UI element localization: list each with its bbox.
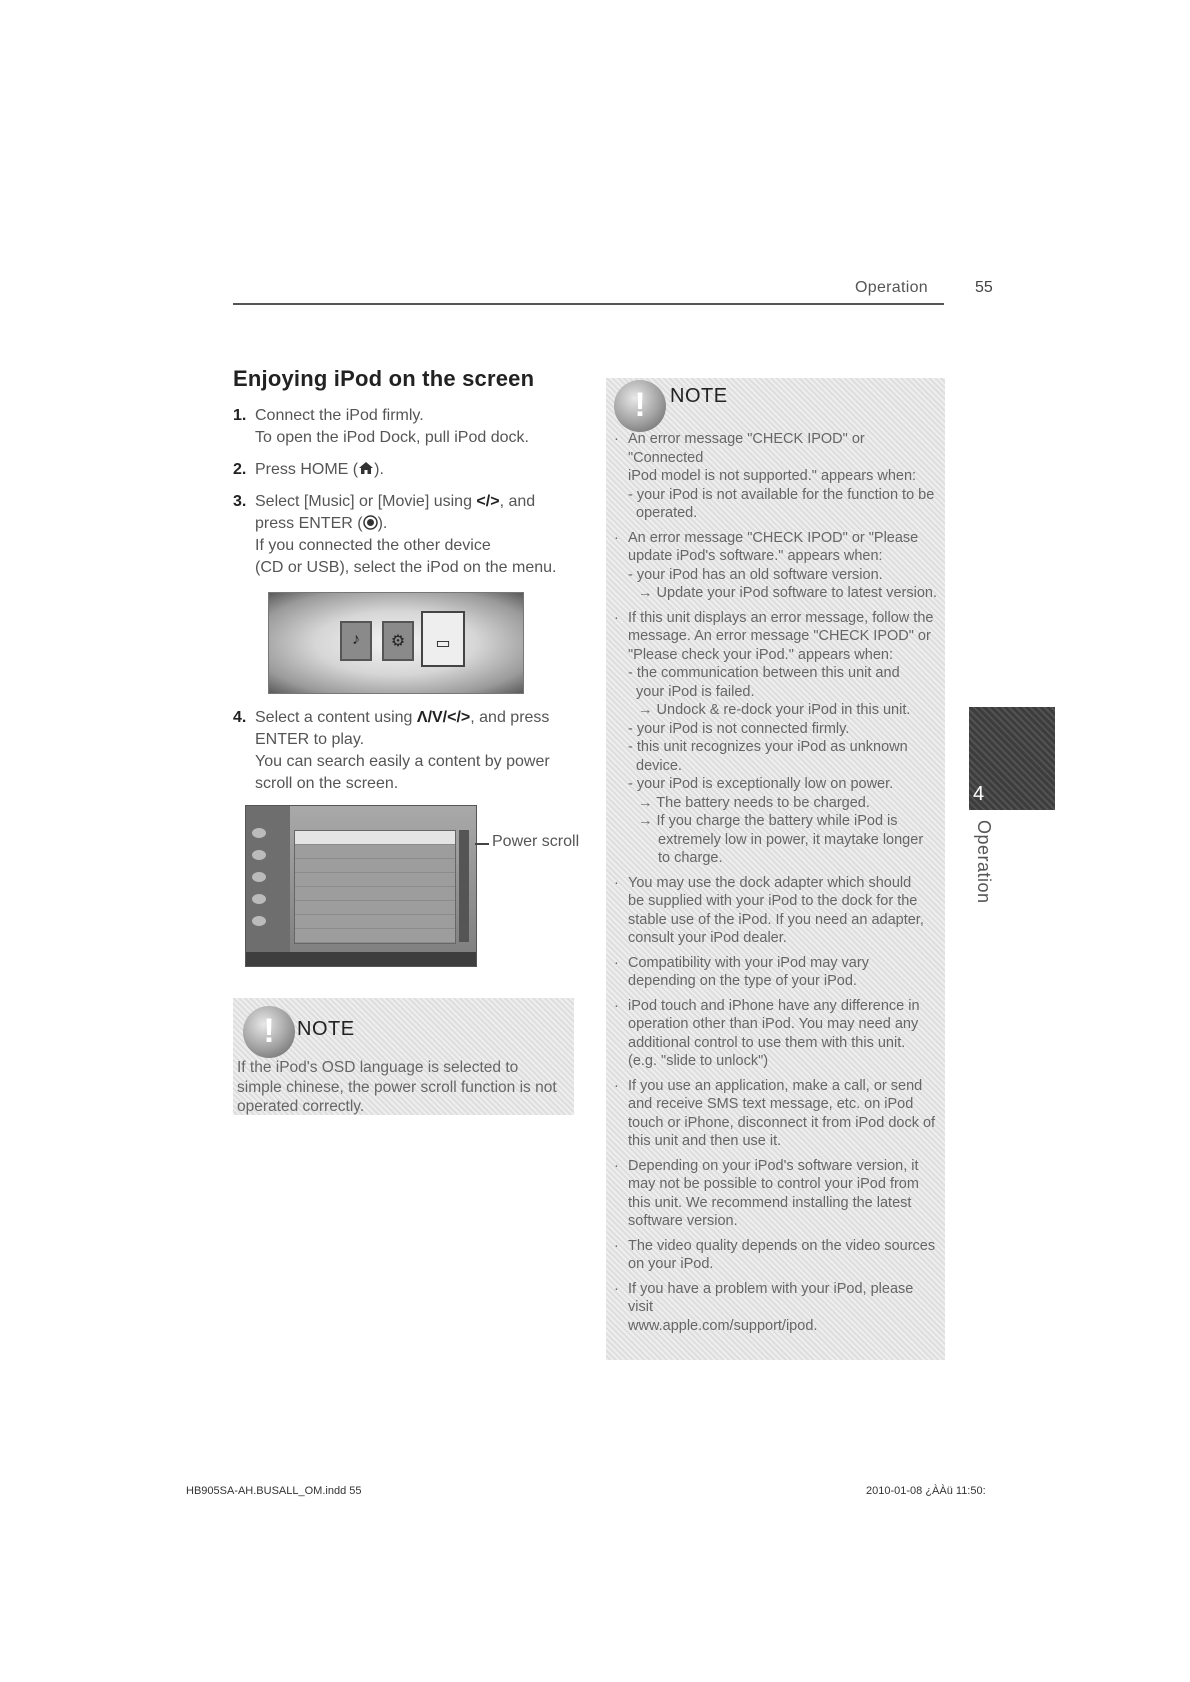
note-sub-line: → Undock & re-dock your iPod in this unit. <box>638 702 911 718</box>
note-line: update iPod's software." appears when: <box>628 548 883 564</box>
step-2 <box>233 459 575 481</box>
note-line: Depending on your iPod's software version, it <box>628 1157 919 1174</box>
note-sub-line: extremely low in power, it maytake longer <box>658 831 924 848</box>
note-title: NOTE <box>670 385 728 407</box>
step-text: , and press <box>470 709 550 726</box>
note-line: iPod model is not supported." appears when: <box>628 468 917 484</box>
note-line: If you have a problem with your iPod, please visit <box>628 1280 914 1315</box>
note-item <box>606 1157 945 1231</box>
note-sub-line: → If you charge the battery while iPod is <box>638 813 898 829</box>
section-header: Operation <box>855 279 928 296</box>
note-item <box>606 609 945 868</box>
note-item <box>606 529 945 603</box>
bullet-icon: · <box>614 1157 619 1174</box>
bullet-icon: · <box>614 431 619 447</box>
note-sub-line: - your iPod is exceptionally low on power. <box>628 776 894 792</box>
note-sub-line: your iPod is failed. <box>636 683 755 700</box>
note-line: Compatibility with your iPod may vary <box>628 954 869 971</box>
note-line: The video quality depends on the video sources <box>628 1237 936 1254</box>
note-line: You may use the dock adapter which should <box>628 874 912 891</box>
step-text: , and <box>499 493 536 510</box>
step-text: If you connected the other device <box>255 537 491 554</box>
power-scroll-pointer <box>475 843 489 845</box>
note-line: this unit and then use it. <box>628 1133 782 1149</box>
note-sub-line: device. <box>636 757 682 774</box>
note-sub-line: - this unit recognizes your iPod as unknown <box>628 739 908 755</box>
step-text: Connect the iPod firmly. <box>255 407 424 424</box>
arrow-symbols: </> <box>476 493 500 510</box>
home-icon <box>358 461 374 475</box>
note-item <box>606 1280 945 1336</box>
page-title: Enjoying iPod on the screen <box>233 366 535 391</box>
category-sidebar <box>246 806 290 966</box>
bullet-icon: · <box>614 1077 619 1094</box>
step-1 <box>233 405 575 449</box>
chapter-number: 4 <box>973 783 985 805</box>
note-item <box>606 954 945 991</box>
ipod-tile-icon: ▭ <box>421 611 465 667</box>
step-text: (CD or USB), select the iPod on the menu. <box>255 559 557 576</box>
note-text: If the iPod's OSD language is selected to simple chinese, the power scroll function is not operated correctly. <box>237 1059 557 1115</box>
step-number: 3. <box>233 493 247 510</box>
step-text: Press HOME ( <box>255 461 359 478</box>
note-line: If you use an application, make a call, or send <box>628 1077 923 1094</box>
step-text: scroll on the screen. <box>255 775 399 792</box>
bullet-icon: · <box>614 1280 619 1297</box>
music-tile-icon: ♪ <box>340 621 372 661</box>
note-line: iPod touch and iPhone have any difference in <box>628 997 920 1014</box>
track-list <box>294 830 456 944</box>
note-line: consult your iPod dealer. <box>628 930 787 946</box>
note-sub-line: - the communication between this unit and <box>628 665 900 681</box>
step-4 <box>233 707 585 795</box>
note-line: and receive SMS text message, etc. on iPod <box>628 1096 914 1112</box>
note-line: be supplied with your iPod to the dock for the <box>628 893 918 909</box>
note-line: this unit. We recommend installing the latest <box>628 1194 912 1211</box>
note-list <box>606 430 945 1341</box>
footer-file-info: HB905SA-AH.BUSALL_OM.indd 55 <box>186 1485 362 1497</box>
note-line: touch or iPhone, disconnect it from iPod dock of <box>628 1114 936 1131</box>
footer-timestamp: 2010-01-08 ¿ÀÀü 11:50: <box>866 1485 986 1497</box>
step-number: 4. <box>233 709 247 726</box>
note-item <box>606 1237 945 1274</box>
exclamation-icon: ! <box>243 1006 295 1058</box>
step-text: Select [Music] or [Movie] using <box>255 493 477 510</box>
bullet-icon: · <box>614 874 619 891</box>
note-line: If this unit displays an error message, follow the <box>628 609 934 626</box>
step-text: You can search easily a content by power <box>255 753 550 770</box>
bullet-icon: · <box>614 954 619 971</box>
note-sub-line: - your iPod is not connected firmly. <box>628 720 850 737</box>
note-line: operation other than iPod. You may need any <box>628 1016 919 1032</box>
note-line: www.apple.com/support/ipod. <box>628 1317 818 1334</box>
step-text: ). <box>374 461 384 478</box>
bullet-icon: · <box>614 529 619 546</box>
arrow-symbols: Λ/V/</> <box>416 709 471 726</box>
header-rule <box>233 303 944 305</box>
step-text: press ENTER ( <box>255 515 363 532</box>
page-number: 55 <box>975 279 993 296</box>
note-line: message. An error message "CHECK IPOD" or <box>628 628 931 644</box>
note-line: An error message "CHECK IPOD" or "Please <box>628 529 919 546</box>
note-line: "Please check your iPod." appears when: <box>628 646 894 663</box>
note-line: depending on the type of your iPod. <box>628 973 857 989</box>
chapter-label: Operation <box>974 820 994 904</box>
step-text: To open the iPod Dock, pull iPod dock. <box>255 429 529 446</box>
note-line: An error message "CHECK IPOD" or "Connected <box>628 431 865 466</box>
chapter-tab <box>969 707 1055 810</box>
exclamation-icon: ! <box>614 380 666 432</box>
note-line: additional control to use them with this unit. <box>628 1034 906 1051</box>
power-scroll-label: Power scroll <box>492 833 580 850</box>
note-line: stable use of the iPod. If you need an adapter, <box>628 911 924 928</box>
step-3 <box>233 491 585 579</box>
step-text: Select a content using <box>255 709 417 726</box>
home-menu-screenshot <box>268 592 524 694</box>
enter-icon <box>363 515 378 530</box>
note-sub-line: - your iPod has an old software version. <box>628 566 883 583</box>
power-scroll-bar <box>459 830 469 942</box>
note-sub-line: → The battery needs to be charged. <box>638 794 870 811</box>
note-box-ipod <box>606 378 945 1360</box>
note-box-osd <box>233 998 574 1115</box>
step-text: ). <box>377 515 388 532</box>
note-item <box>606 874 945 948</box>
step-number: 1. <box>233 407 247 424</box>
chapter-label-wrap <box>972 820 994 930</box>
bullet-icon: · <box>614 609 619 626</box>
bullet-icon: · <box>614 1237 619 1254</box>
note-sub-line: → Update your iPod software to latest version. <box>638 585 938 601</box>
note-sub-line: - your iPod is not available for the function to be <box>628 486 935 503</box>
settings-tile-icon: ⚙ <box>382 621 414 661</box>
step-text: ENTER to play. <box>255 731 365 748</box>
note-item <box>606 430 945 523</box>
note-item <box>606 997 945 1071</box>
note-line: on your iPod. <box>628 1256 714 1272</box>
step-number: 2. <box>233 461 247 478</box>
note-item <box>606 1077 945 1151</box>
bottom-bar <box>246 952 476 966</box>
music-list-screenshot <box>245 805 477 967</box>
note-line: may not be possible to control your iPod from <box>628 1176 919 1192</box>
bullet-icon: · <box>614 997 619 1014</box>
note-sub-line: operated. <box>636 505 698 521</box>
note-line: software version. <box>628 1213 738 1229</box>
note-line: (e.g. "slide to unlock") <box>628 1053 769 1069</box>
note-sub-line: to charge. <box>658 850 723 866</box>
note-title: NOTE <box>297 1018 355 1040</box>
